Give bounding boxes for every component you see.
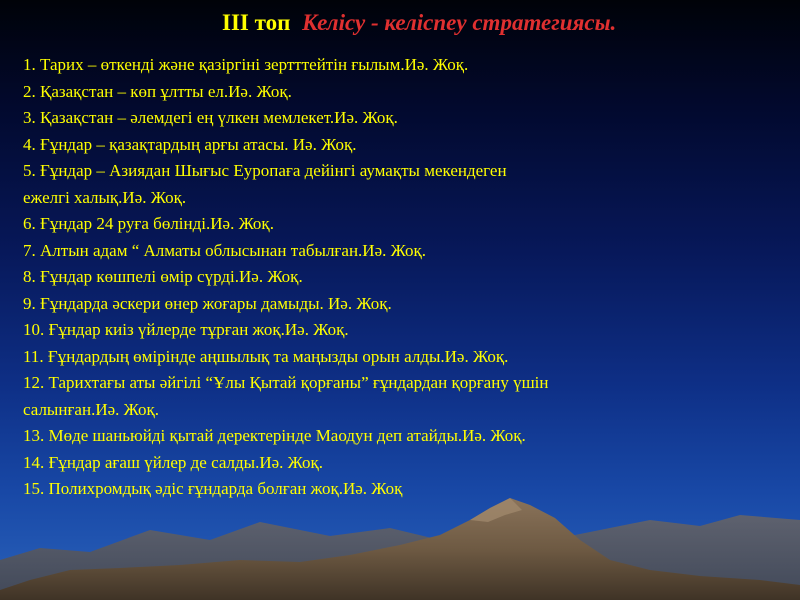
statement-line: ежелгі халық.Иә. Жоқ. [23, 187, 187, 207]
statement-line: 11. Ғұндардың өмірінде аңшылық та маңызды орын алды.Иә. Жоқ. [23, 346, 509, 366]
statement-line: 7. Алтын адам “ Алматы облысынан табылған.Иә. Жоқ. [23, 240, 427, 260]
statement-line: 2. Қазақстан – көп ұлтты ел.Иә. Жоқ. [23, 81, 292, 101]
slide-title [222, 10, 616, 36]
statement-line: 14. Ғұндар ағаш үйлер де салды.Иә. Жоқ. [23, 452, 324, 472]
strategy-title: Келісу - келіспеу стратегиясы. [302, 10, 617, 35]
statement-line: 13. Мөде шаньюйді қытай деректерінде Маодун деп атайды.Иә. Жоқ. [23, 426, 526, 445]
statement-line: 8. Ғұндар көшпелі өмір сүрді.Иә. Жоқ. [23, 267, 303, 286]
statement-line: 6. Ғұндар 24 руға бөлінді.Иә. Жоқ. [23, 214, 274, 233]
statement-line: 1. Тарих – өткенді және қазіргіні зертттейтін ғылым.Иә. Жоқ. [23, 55, 469, 74]
statement-line: 4. Ғұндар – қазақтардың арғы атасы. Иә. Жоқ. [23, 134, 357, 154]
statement-line: 12. Тарихтағы аты әйгілі “Ұлы Қытай қорғаны” ғұндардан қорғану үшін [23, 373, 549, 392]
statement-line: салынған.Иә. Жоқ. [23, 399, 160, 419]
statement-line: 5. Ғұндар – Азиядан Шығыс Еуропаға дейінгі аумақты мекендеген [23, 161, 507, 180]
statement-line: 15. Полихромдық әдіс ғұндарда болған жоқ.Иә. Жоқ [23, 479, 403, 498]
group-label: III топ [222, 10, 291, 35]
statement-line: 10. Ғұндар киіз үйлерде тұрған жоқ.Иә. Жоқ. [23, 320, 349, 339]
statement-list [23, 52, 793, 503]
statement-line: 3. Қазақстан – әлемдегі ең үлкен мемлекет.Иә. Жоқ. [23, 108, 398, 127]
statement-line: 9. Ғұндарда әскери өнер жоғары дамыды. Иә. Жоқ. [23, 293, 392, 313]
